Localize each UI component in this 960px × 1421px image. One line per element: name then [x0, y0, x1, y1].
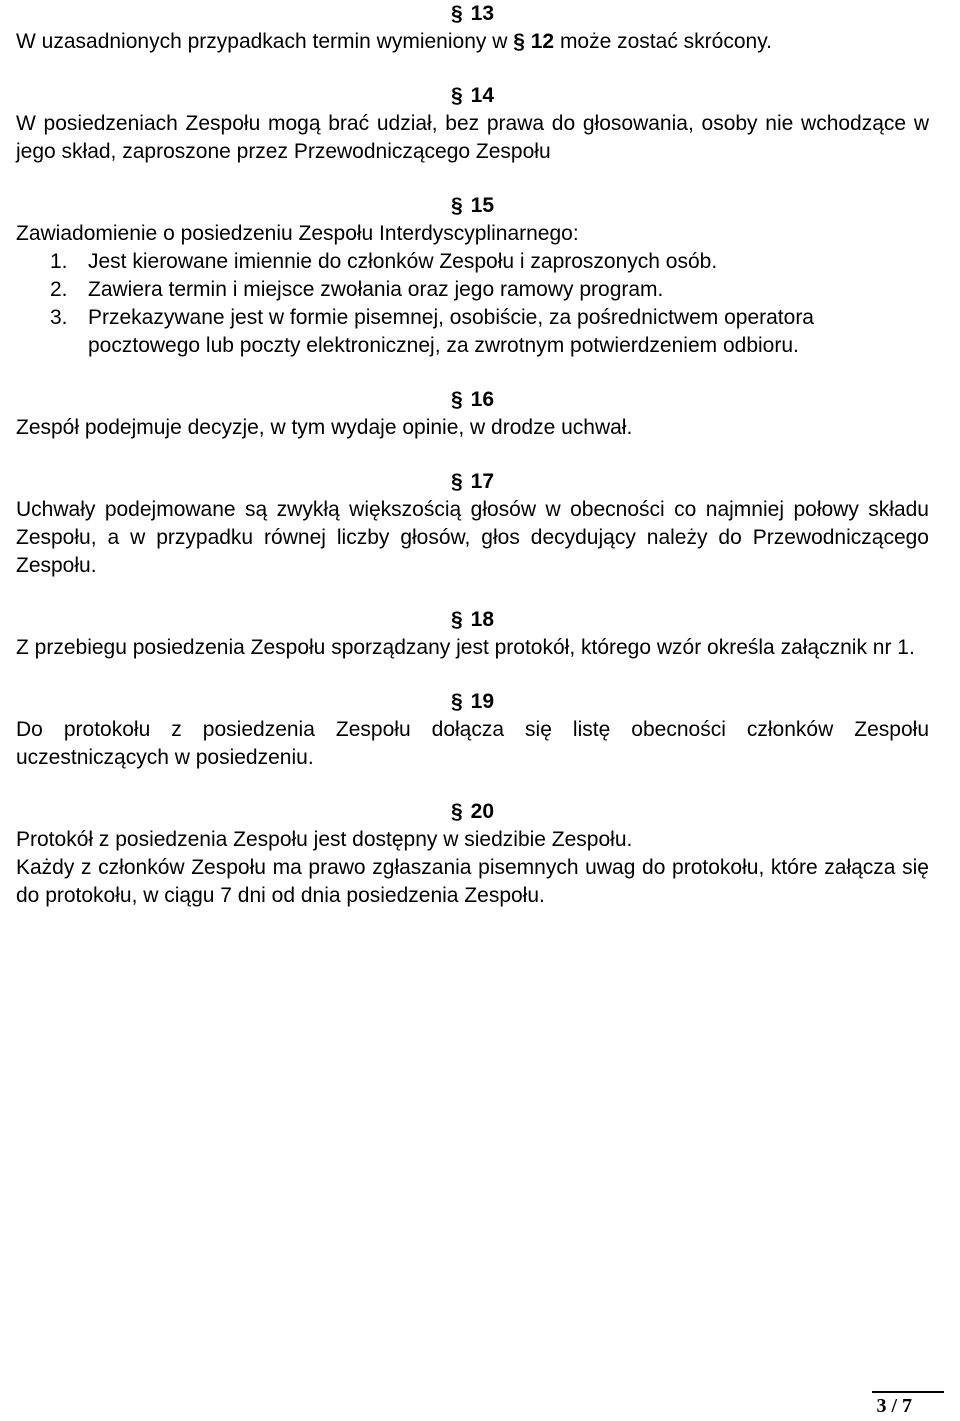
section-text: Zawiadomienie o posiedzeniu Zespołu Interdyscyplinarnego:	[16, 222, 579, 245]
section-heading	[16, 192, 929, 220]
paragraph-symbol: §	[450, 690, 463, 713]
reference-symbol: §	[513, 30, 525, 53]
page-footer	[0, 1391, 960, 1421]
section-heading	[16, 468, 929, 496]
section-number: 19	[470, 690, 495, 713]
section-text: Protokół z posiedzenia Zespołu jest dostępny w siedzibie Zespołu.	[16, 828, 633, 851]
paragraph-symbol: §	[450, 388, 463, 411]
section-number: 16	[470, 388, 495, 411]
paragraph-symbol: §	[450, 608, 463, 631]
section-heading	[16, 386, 929, 414]
paragraph-symbol: §	[450, 194, 463, 217]
section-heading	[16, 82, 929, 110]
list-item-number: 3.	[50, 306, 68, 329]
list-item	[16, 248, 929, 276]
paragraph-symbol: §	[450, 470, 463, 493]
section-text: Każdy z członków Zespołu ma prawo zgłaszania pisemnych uwag do protokołu, które załącza się do protokołu, w ciągu 7 dni od dnia posiedzenia Zespołu.	[16, 856, 929, 907]
section-number: 17	[470, 470, 495, 493]
section-text: Zespół podejmuje decyzje, w tym wydaje opinie, w drodze uchwał.	[16, 416, 633, 439]
section-text	[16, 28, 929, 56]
footer-rule	[872, 1391, 944, 1393]
section-heading	[16, 0, 929, 28]
section-text: W posiedzeniach Zespołu mogą brać udział, bez prawa do głosowania, osoby nie wchodzące w jego skład, zaproszone przez Przewodniczącego Zespołu	[16, 112, 929, 163]
section-number: 15	[470, 194, 495, 217]
section-text: Do protokołu z posiedzenia Zespołu dołącza się listę obecności członków Zespołu uczestniczących w posiedzeniu.	[16, 718, 929, 769]
reference-number: 12	[530, 30, 555, 53]
document-page	[16, 0, 929, 910]
section-13	[16, 0, 929, 56]
section-16	[16, 386, 929, 442]
section-number: 18	[470, 608, 495, 631]
section-15	[16, 192, 929, 360]
section-heading	[16, 798, 929, 826]
section-20	[16, 798, 929, 910]
list-item	[16, 304, 929, 360]
section-17	[16, 468, 929, 580]
paragraph-symbol: §	[450, 2, 463, 25]
section-number: 13	[470, 2, 495, 25]
section-heading	[16, 688, 929, 716]
section-number: 14	[470, 84, 495, 107]
section-heading	[16, 606, 929, 634]
section-number: 20	[470, 800, 495, 823]
paragraph-symbol: §	[450, 84, 463, 107]
list-item-text: Przekazywane jest w formie pisemnej, osobiście, za pośrednictwem operatora pocztowego lub poczty elektronicznej, za zwrotnym potwierdzeniem odbioru.	[88, 306, 814, 357]
list-item-text: Jest kierowane imiennie do członków Zespołu i zaproszonych osób.	[88, 250, 718, 273]
list-item	[16, 276, 929, 304]
section-text: Uchwały podejmowane są zwykłą większością głosów w obecności co najmniej połowy składu Zespołu, a w przypadku równej liczby głosów, głos decydujący należy do Przewodniczącego Zespołu.	[16, 498, 929, 577]
list-item-number: 2.	[50, 278, 68, 301]
paragraph-symbol: §	[450, 800, 463, 823]
section-19	[16, 688, 929, 772]
page-number: 3 / 7	[876, 1395, 912, 1417]
list-item-text: Zawiera termin i miejsce zwołania oraz jego ramowy program.	[88, 278, 664, 301]
list-item-number: 1.	[50, 250, 68, 273]
numbered-list	[16, 248, 929, 360]
text-part: W uzasadnionych przypadkach termin wymieniony w	[16, 30, 514, 53]
section-18	[16, 606, 929, 662]
section-14	[16, 82, 929, 166]
text-part: może zostać skrócony.	[554, 30, 772, 53]
section-text: Z przebiegu posiedzenia Zespołu sporządzany jest protokół, którego wzór określa załącznik nr 1.	[16, 636, 915, 659]
